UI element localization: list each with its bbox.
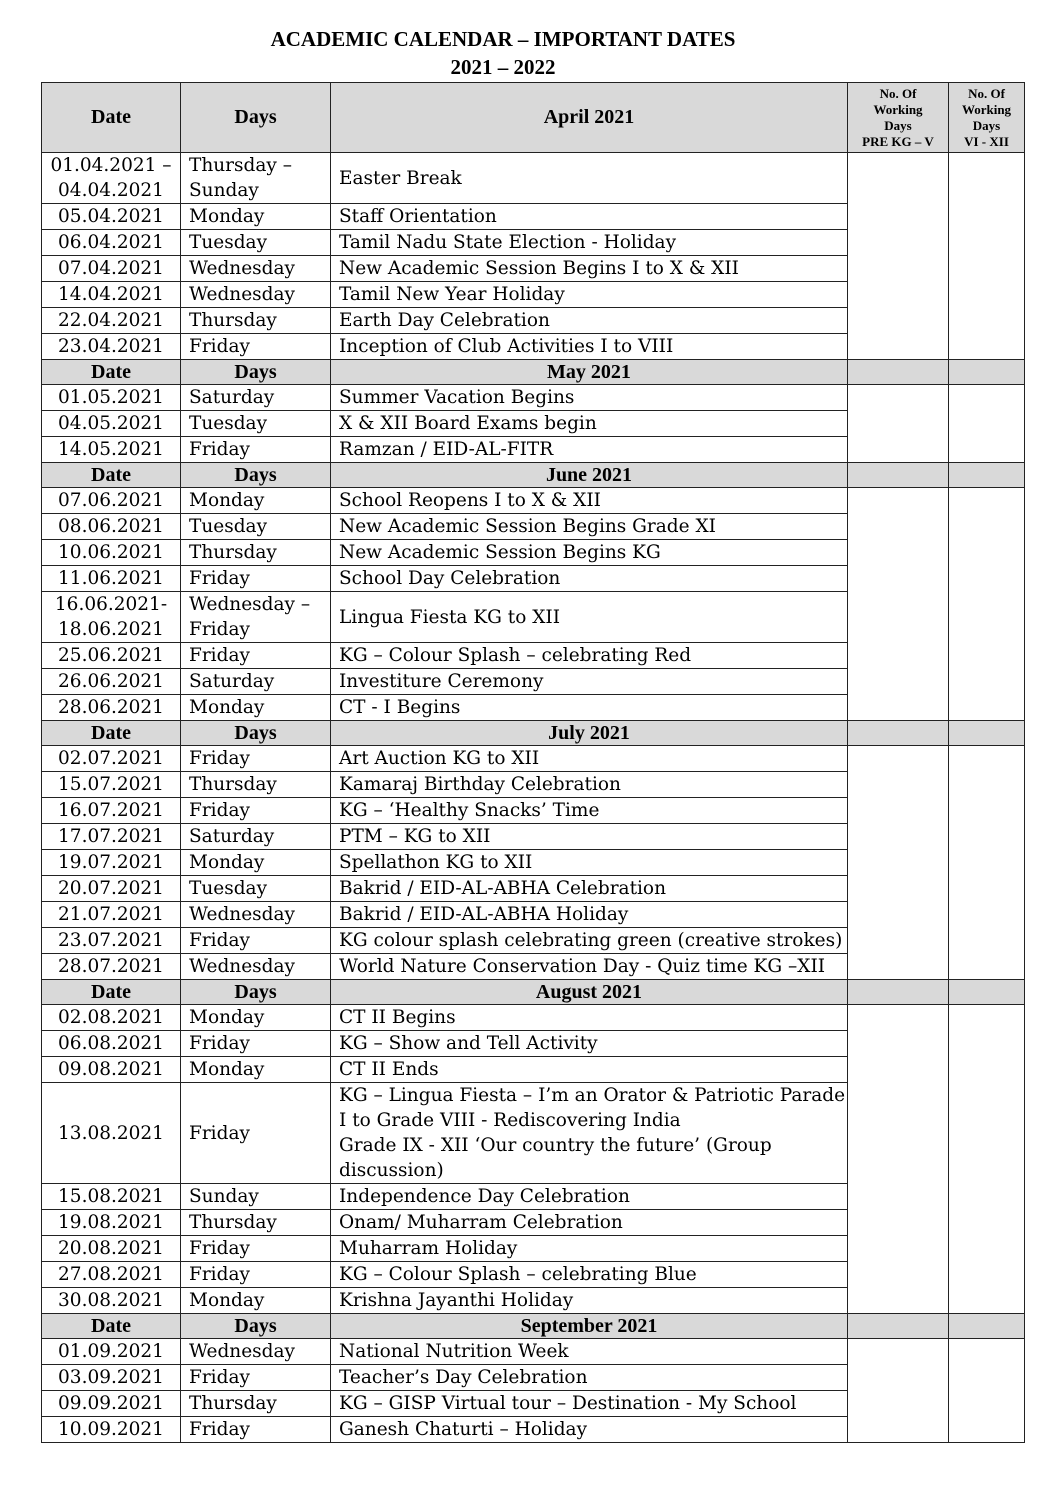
column-header-date: Date bbox=[42, 1314, 181, 1339]
day-cell: Friday bbox=[181, 1262, 331, 1288]
table-row bbox=[42, 1339, 1025, 1365]
date-cell: 10.06.2021 bbox=[42, 540, 181, 566]
date-cell: 08.06.2021 bbox=[42, 514, 181, 540]
working-days-prekg-v-header-cell bbox=[848, 463, 949, 488]
column-header-date: Date bbox=[42, 360, 181, 385]
event-cell: Tamil New Year Holiday bbox=[331, 282, 848, 308]
day-cell: Thursday bbox=[181, 308, 331, 334]
event-cell: Staff Orientation bbox=[331, 204, 848, 230]
date-cell: 19.07.2021 bbox=[42, 850, 181, 876]
working-days-prekg-v-cell bbox=[848, 385, 949, 463]
date-cell: 01.04.2021 – 04.04.2021 bbox=[42, 153, 181, 204]
column-header-days: Days bbox=[181, 83, 331, 153]
event-cell: School Reopens I to X & XII bbox=[331, 488, 848, 514]
event-cell: National Nutrition Week bbox=[331, 1339, 848, 1365]
working-days-prekg-v-header-cell bbox=[848, 360, 949, 385]
day-cell: Friday bbox=[181, 798, 331, 824]
column-header-working-days-prekg-v: No. Of Working Days PRE KG – V bbox=[848, 83, 949, 153]
date-cell: 22.04.2021 bbox=[42, 308, 181, 334]
event-cell: Easter Break bbox=[331, 153, 848, 204]
section-header-row bbox=[42, 980, 1025, 1005]
month-header: April 2021 bbox=[331, 83, 848, 153]
table-row bbox=[42, 153, 1025, 204]
table-row bbox=[42, 1005, 1025, 1031]
date-cell: 01.09.2021 bbox=[42, 1339, 181, 1365]
day-cell: Friday bbox=[181, 334, 331, 360]
day-cell: Tuesday bbox=[181, 230, 331, 256]
date-cell: 07.04.2021 bbox=[42, 256, 181, 282]
date-cell: 14.04.2021 bbox=[42, 282, 181, 308]
day-cell: Wednesday bbox=[181, 902, 331, 928]
table-row bbox=[42, 746, 1025, 772]
event-cell: Summer Vacation Begins bbox=[331, 385, 848, 411]
event-cell: Bakrid / EID-AL-ABHA Celebration bbox=[331, 876, 848, 902]
event-cell: Lingua Fiesta KG to XII bbox=[331, 592, 848, 643]
month-header: August 2021 bbox=[331, 980, 848, 1005]
event-cell: Investiture Ceremony bbox=[331, 669, 848, 695]
day-cell: Friday bbox=[181, 1417, 331, 1443]
day-cell: Thursday bbox=[181, 540, 331, 566]
event-cell: Krishna Jayanthi Holiday bbox=[331, 1288, 848, 1314]
day-cell: Tuesday bbox=[181, 514, 331, 540]
day-cell: Friday bbox=[181, 928, 331, 954]
day-cell: Friday bbox=[181, 643, 331, 669]
date-cell: 13.08.2021 bbox=[42, 1083, 181, 1184]
event-cell: Kamaraj Birthday Celebration bbox=[331, 772, 848, 798]
event-cell: Earth Day Celebration bbox=[331, 308, 848, 334]
working-days-vi-xii-header-cell bbox=[949, 360, 1025, 385]
day-cell: Tuesday bbox=[181, 411, 331, 437]
page-title: ACADEMIC CALENDAR – IMPORTANT DATES bbox=[270, 27, 736, 51]
date-cell: 28.07.2021 bbox=[42, 954, 181, 980]
event-cell: World Nature Conservation Day - Quiz time KG –XII bbox=[331, 954, 848, 980]
day-cell: Saturday bbox=[181, 385, 331, 411]
day-cell: Thursday bbox=[181, 1391, 331, 1417]
page-subtitle: 2021 – 2022 bbox=[450, 55, 556, 79]
date-cell: 04.05.2021 bbox=[42, 411, 181, 437]
event-cell: CT II Begins bbox=[331, 1005, 848, 1031]
day-cell: Monday bbox=[181, 1005, 331, 1031]
day-cell: Monday bbox=[181, 1057, 331, 1083]
working-days-prekg-v-cell bbox=[848, 1005, 949, 1314]
column-header-date: Date bbox=[42, 83, 181, 153]
date-cell: 02.07.2021 bbox=[42, 746, 181, 772]
event-cell: Ganesh Chaturti – Holiday bbox=[331, 1417, 848, 1443]
day-cell: Saturday bbox=[181, 824, 331, 850]
day-cell: Wednesday bbox=[181, 954, 331, 980]
event-cell: New Academic Session Begins I to X & XII bbox=[331, 256, 848, 282]
day-cell: Monday bbox=[181, 850, 331, 876]
working-days-vi-xii-header-cell bbox=[949, 463, 1025, 488]
month-header: May 2021 bbox=[331, 360, 848, 385]
day-cell: Wednesday bbox=[181, 282, 331, 308]
day-cell: Thursday bbox=[181, 772, 331, 798]
date-cell: 30.08.2021 bbox=[42, 1288, 181, 1314]
working-days-prekg-v-header-cell bbox=[848, 1314, 949, 1339]
day-cell: Friday bbox=[181, 1236, 331, 1262]
date-cell: 06.08.2021 bbox=[42, 1031, 181, 1057]
working-days-vi-xii-cell bbox=[949, 1005, 1025, 1314]
working-days-vi-xii-cell bbox=[949, 1339, 1025, 1443]
month-header: June 2021 bbox=[331, 463, 848, 488]
date-cell: 21.07.2021 bbox=[42, 902, 181, 928]
column-header-days: Days bbox=[181, 980, 331, 1005]
day-cell: Tuesday bbox=[181, 876, 331, 902]
event-cell: KG – Colour Splash – celebrating Blue bbox=[331, 1262, 848, 1288]
working-days-prekg-v-cell bbox=[848, 1339, 949, 1443]
day-cell: Monday bbox=[181, 695, 331, 721]
day-cell: Friday bbox=[181, 1031, 331, 1057]
date-cell: 09.08.2021 bbox=[42, 1057, 181, 1083]
section-header-row bbox=[42, 360, 1025, 385]
section-header-row bbox=[42, 721, 1025, 746]
table-row bbox=[42, 385, 1025, 411]
month-header: September 2021 bbox=[331, 1314, 848, 1339]
working-days-prekg-v-cell bbox=[848, 746, 949, 980]
day-cell: Monday bbox=[181, 488, 331, 514]
date-cell: 07.06.2021 bbox=[42, 488, 181, 514]
column-header-days: Days bbox=[181, 721, 331, 746]
month-header: July 2021 bbox=[331, 721, 848, 746]
date-cell: 03.09.2021 bbox=[42, 1365, 181, 1391]
calendar-table bbox=[41, 82, 1025, 1443]
working-days-prekg-v-header-cell bbox=[848, 980, 949, 1005]
event-cell: Independence Day Celebration bbox=[331, 1184, 848, 1210]
event-cell: KG – Colour Splash – celebrating Red bbox=[331, 643, 848, 669]
event-cell: KG – Show and Tell Activity bbox=[331, 1031, 848, 1057]
day-cell: Friday bbox=[181, 437, 331, 463]
event-cell: Tamil Nadu State Election - Holiday bbox=[331, 230, 848, 256]
event-cell: New Academic Session Begins KG bbox=[331, 540, 848, 566]
column-header-date: Date bbox=[42, 721, 181, 746]
date-cell: 11.06.2021 bbox=[42, 566, 181, 592]
day-cell: Thursday – Sunday bbox=[181, 153, 331, 204]
section-header-row bbox=[42, 463, 1025, 488]
date-cell: 16.06.2021- 18.06.2021 bbox=[42, 592, 181, 643]
date-cell: 20.07.2021 bbox=[42, 876, 181, 902]
column-header-days: Days bbox=[181, 1314, 331, 1339]
event-cell: School Day Celebration bbox=[331, 566, 848, 592]
event-cell: KG – GISP Virtual tour – Destination - My School bbox=[331, 1391, 848, 1417]
day-cell: Sunday bbox=[181, 1184, 331, 1210]
working-days-vi-xii-header-cell bbox=[949, 980, 1025, 1005]
event-cell: CT II Ends bbox=[331, 1057, 848, 1083]
day-cell: Saturday bbox=[181, 669, 331, 695]
day-cell: Friday bbox=[181, 566, 331, 592]
column-header-days: Days bbox=[181, 360, 331, 385]
date-cell: 28.06.2021 bbox=[42, 695, 181, 721]
date-cell: 27.08.2021 bbox=[42, 1262, 181, 1288]
date-cell: 23.07.2021 bbox=[42, 928, 181, 954]
column-header-date: Date bbox=[42, 463, 181, 488]
date-cell: 15.07.2021 bbox=[42, 772, 181, 798]
day-cell: Friday bbox=[181, 746, 331, 772]
event-cell: Inception of Club Activities I to VIII bbox=[331, 334, 848, 360]
date-cell: 16.07.2021 bbox=[42, 798, 181, 824]
day-cell: Monday bbox=[181, 1288, 331, 1314]
date-cell: 25.06.2021 bbox=[42, 643, 181, 669]
working-days-vi-xii-cell bbox=[949, 153, 1025, 360]
working-days-prekg-v-header-cell bbox=[848, 721, 949, 746]
working-days-vi-xii-header-cell bbox=[949, 721, 1025, 746]
day-cell: Monday bbox=[181, 204, 331, 230]
event-cell: KG colour splash celebrating green (creative strokes) bbox=[331, 928, 848, 954]
event-cell: Onam/ Muharram Celebration bbox=[331, 1210, 848, 1236]
date-cell: 09.09.2021 bbox=[42, 1391, 181, 1417]
date-cell: 15.08.2021 bbox=[42, 1184, 181, 1210]
working-days-vi-xii-header-cell bbox=[949, 1314, 1025, 1339]
working-days-prekg-v-cell bbox=[848, 488, 949, 721]
date-cell: 10.09.2021 bbox=[42, 1417, 181, 1443]
date-cell: 02.08.2021 bbox=[42, 1005, 181, 1031]
day-cell: Friday bbox=[181, 1083, 331, 1184]
day-cell: Wednesday – Friday bbox=[181, 592, 331, 643]
date-cell: 23.04.2021 bbox=[42, 334, 181, 360]
date-cell: 20.08.2021 bbox=[42, 1236, 181, 1262]
column-header-date: Date bbox=[42, 980, 181, 1005]
column-header-working-days-vi-xii: No. Of Working Days VI - XII bbox=[949, 83, 1025, 153]
date-cell: 17.07.2021 bbox=[42, 824, 181, 850]
event-cell: Muharram Holiday bbox=[331, 1236, 848, 1262]
event-cell: Teacher’s Day Celebration bbox=[331, 1365, 848, 1391]
day-cell: Wednesday bbox=[181, 1339, 331, 1365]
event-cell: Ramzan / EID-AL-FITR bbox=[331, 437, 848, 463]
working-days-vi-xii-cell bbox=[949, 746, 1025, 980]
working-days-prekg-v-cell bbox=[848, 153, 949, 360]
event-cell: CT - I Begins bbox=[331, 695, 848, 721]
event-cell: PTM – KG to XII bbox=[331, 824, 848, 850]
event-cell: KG – Lingua Fiesta – I’m an Orator & Patriotic Parade I to Grade VIII - Rediscovering India Grade IX - XII ‘Our country the future’ (Group discussion) bbox=[331, 1083, 848, 1184]
day-cell: Wednesday bbox=[181, 256, 331, 282]
column-header-days: Days bbox=[181, 463, 331, 488]
section-header-row bbox=[42, 1314, 1025, 1339]
day-cell: Friday bbox=[181, 1365, 331, 1391]
event-cell: New Academic Session Begins Grade XI bbox=[331, 514, 848, 540]
day-cell: Thursday bbox=[181, 1210, 331, 1236]
date-cell: 05.04.2021 bbox=[42, 204, 181, 230]
working-days-vi-xii-cell bbox=[949, 385, 1025, 463]
date-cell: 14.05.2021 bbox=[42, 437, 181, 463]
date-cell: 26.06.2021 bbox=[42, 669, 181, 695]
date-cell: 06.04.2021 bbox=[42, 230, 181, 256]
date-cell: 01.05.2021 bbox=[42, 385, 181, 411]
event-cell: X & XII Board Exams begin bbox=[331, 411, 848, 437]
event-cell: Spellathon KG to XII bbox=[331, 850, 848, 876]
event-cell: Art Auction KG to XII bbox=[331, 746, 848, 772]
date-cell: 19.08.2021 bbox=[42, 1210, 181, 1236]
section-header-row bbox=[42, 83, 1025, 153]
event-cell: KG – ‘Healthy Snacks’ Time bbox=[331, 798, 848, 824]
table-row bbox=[42, 488, 1025, 514]
working-days-vi-xii-cell bbox=[949, 488, 1025, 721]
event-cell: Bakrid / EID-AL-ABHA Holiday bbox=[331, 902, 848, 928]
